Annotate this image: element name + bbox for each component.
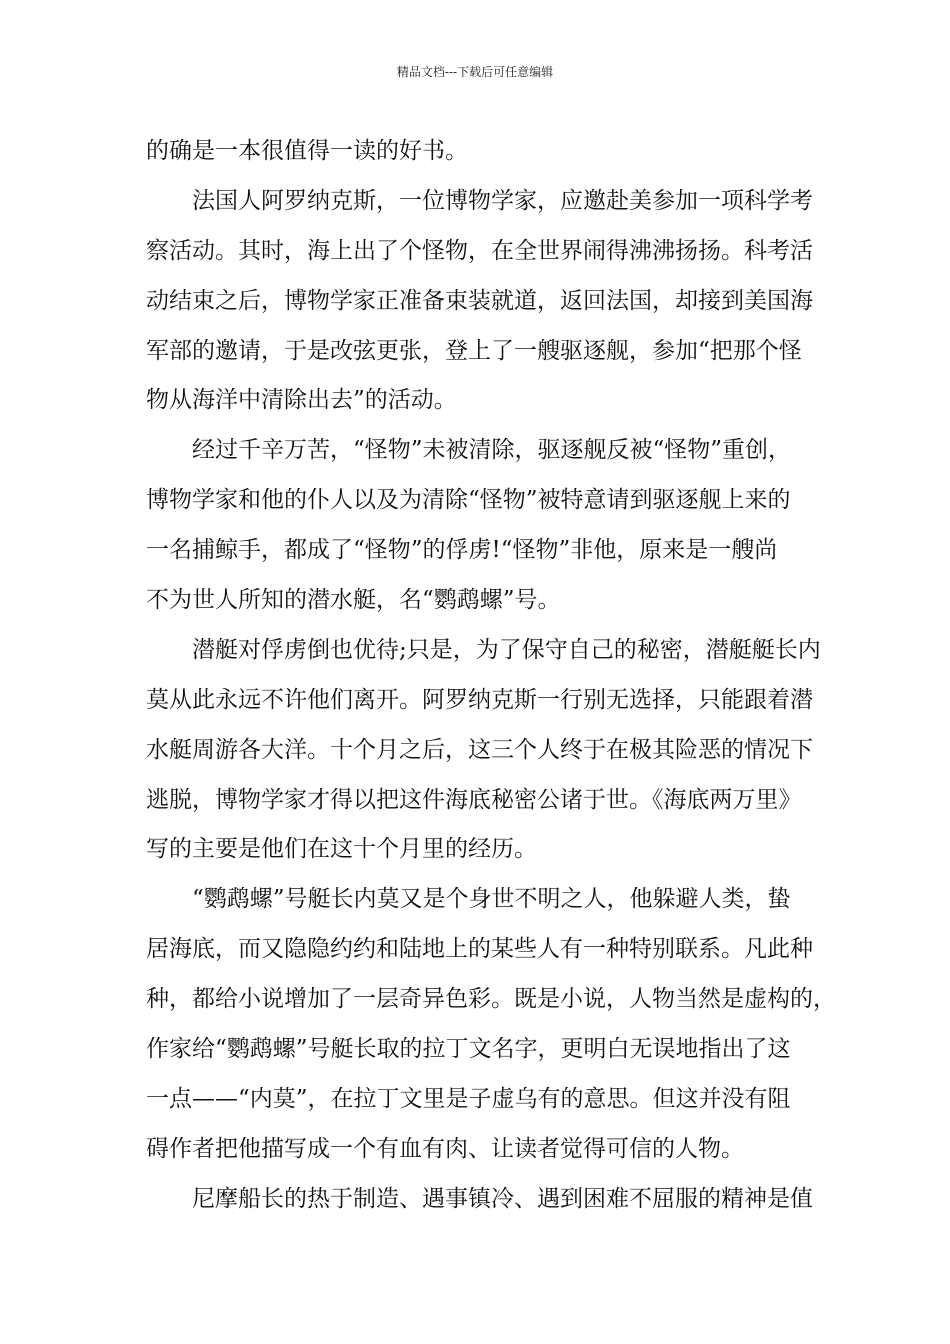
text-line: 逃脱，博物学家才得以把这件海底秘密公诸于世。《海底两万里》 xyxy=(146,786,802,813)
text-line: 写的主要是他们在这十个月里的经历。 xyxy=(146,836,537,863)
text-line: 军部的邀请，于是改弦更张，登上了一艘驱逐舰，参加“把那个怪 xyxy=(146,337,802,364)
text-line: 察活动。其时，海上出了个怪物，在全世界闹得沸沸扬扬。科考活 xyxy=(146,237,813,264)
text-line: 碍作者把他描写成一个有血有肉、让读者觉得可信的人物。 xyxy=(146,1135,744,1162)
text-line: 种，都给小说增加了一层奇异色彩。既是小说，人物当然是虚构的， xyxy=(146,986,836,1013)
paragraph-first-line: 尼摩船长的热于制造、遇事镇冷、遇到困难不屈服的精神是值 xyxy=(192,1185,813,1212)
text-line: 一点——“内莫”，在拉丁文里是子虚乌有的意思。但这并没有阻 xyxy=(146,1085,791,1112)
paragraph-first-line: 法国人阿罗纳克斯，一位博物学家，应邀赴美参加一项科学考 xyxy=(192,187,813,214)
paragraph-first-line: “鹦鹉螺”号艇长内莫又是个身世不明之人，他躲避人类，蛰 xyxy=(192,886,791,913)
text-line: 物从海洋中清除出去”的活动。 xyxy=(146,387,457,414)
paragraph-first-line: 潜艇对俘虏倒也优待;只是，为了保守自己的秘密，潜艇艇长内 xyxy=(192,636,821,663)
paragraph-first-line: 经过千辛万苦，“怪物”未被清除，驱逐舰反被“怪物”重创， xyxy=(192,437,792,464)
text-line: 作家给“鹦鹉螺”号艇长取的拉丁文名字，更明白无误地指出了这 xyxy=(146,1036,791,1063)
text-line: 动结束之后，博物学家正准备束装就道，返回法国，却接到美国海 xyxy=(146,287,813,314)
text-line: 居海底，而又隐隐约约和陆地上的某些人有一种特别联系。凡此种 xyxy=(146,936,813,963)
page-header: 精品文档---下载后可任意编辑 xyxy=(396,65,554,79)
text-line: 水艇周游各大洋。十个月之后，这三个人终于在极其险恶的情况下 xyxy=(146,736,813,763)
text-line: 莫从此永远不许他们离开。阿罗纳克斯一行别无选择，只能跟着潜 xyxy=(146,686,813,713)
document-body xyxy=(146,127,836,1225)
text-line: 一名捕鲸手，都成了“怪物”的俘虏!“怪物”非他，原来是一艘尚 xyxy=(146,537,778,564)
text-line: 博物学家和他的仆人以及为清除“怪物”被特意请到驱逐舰上来的 xyxy=(146,487,791,514)
text-line: 不为世人所知的潜水艇，名“鹦鹉螺”号。 xyxy=(146,587,561,614)
text-line: 的确是一本很值得一读的好书。 xyxy=(146,138,468,164)
